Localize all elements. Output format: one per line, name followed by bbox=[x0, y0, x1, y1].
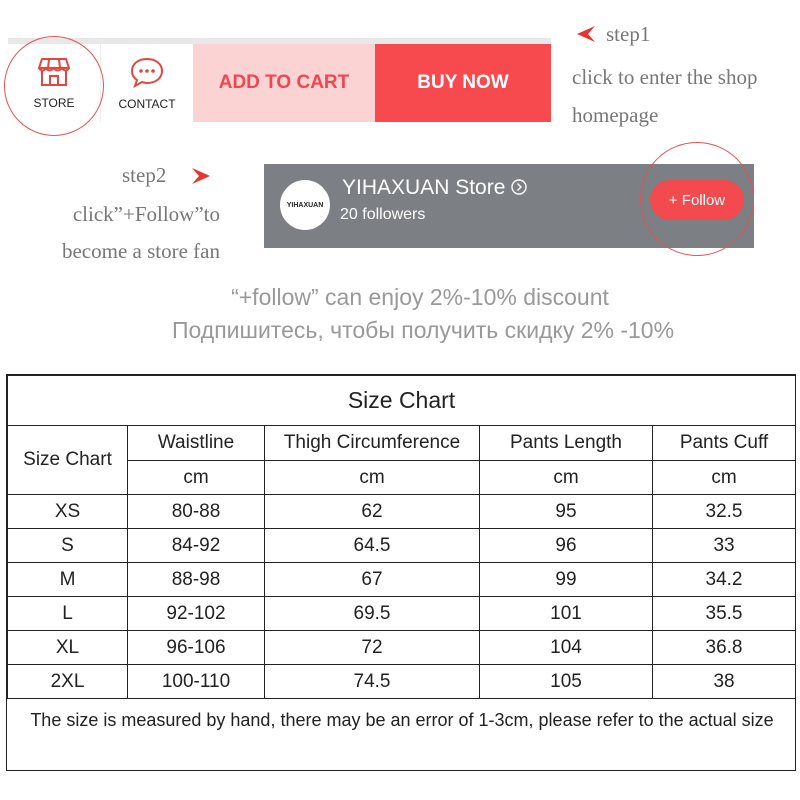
size-cell: M bbox=[8, 563, 128, 597]
waistline-cell: 84-92 bbox=[128, 529, 265, 563]
measurement-note: The size is measured by hand, there may be an error of 1-3cm, please refer to the actual size bbox=[30, 710, 774, 730]
length-cell: 101 bbox=[480, 597, 653, 631]
table-row bbox=[8, 495, 796, 529]
table-row bbox=[8, 563, 796, 597]
store-header-bar bbox=[264, 164, 754, 248]
contact-button[interactable] bbox=[100, 44, 193, 122]
contact-label: CONTACT bbox=[118, 96, 176, 111]
step1-description: click to enter the shop homepage bbox=[572, 65, 758, 127]
column-header: Pants Cuff bbox=[653, 426, 796, 461]
follower-count: 20 followers bbox=[340, 206, 426, 223]
unit-cell: cm bbox=[653, 461, 796, 495]
table-row bbox=[8, 597, 796, 631]
unit-cell: cm bbox=[128, 461, 265, 495]
size-cell: L bbox=[8, 597, 128, 631]
length-cell: 104 bbox=[480, 631, 653, 665]
length-cell: 96 bbox=[480, 529, 653, 563]
buy-now-button[interactable]: BUY NOW bbox=[375, 44, 551, 122]
column-header: Pants Length bbox=[480, 426, 653, 461]
chart-title: Size Chart bbox=[8, 376, 796, 426]
store-button[interactable] bbox=[8, 44, 100, 122]
size-cell: 2XL bbox=[8, 665, 128, 699]
size-chart bbox=[6, 374, 796, 771]
thigh-cell: 62 bbox=[265, 495, 480, 529]
waistline-cell: 96-106 bbox=[128, 631, 265, 665]
chat-icon bbox=[129, 56, 165, 93]
waistline-cell: 100-110 bbox=[128, 665, 265, 699]
chevron-right-icon bbox=[511, 176, 527, 199]
length-cell: 105 bbox=[480, 665, 653, 699]
size-cell: XS bbox=[8, 495, 128, 529]
waistline-cell: 80-88 bbox=[128, 495, 265, 529]
unit-cell: cm bbox=[265, 461, 480, 495]
unit-cell: cm bbox=[480, 461, 653, 495]
length-cell: 95 bbox=[480, 495, 653, 529]
step2-description: click”+Follow”to become a store fan bbox=[61, 202, 220, 263]
add-to-cart-button[interactable]: ADD TO CART bbox=[193, 44, 375, 122]
table-row bbox=[8, 529, 796, 563]
cuff-cell: 36.8 bbox=[653, 631, 796, 665]
thigh-cell: 69.5 bbox=[265, 597, 480, 631]
cuff-cell: 32.5 bbox=[653, 495, 796, 529]
thigh-cell: 67 bbox=[265, 563, 480, 597]
arrow-icon bbox=[575, 24, 597, 49]
thigh-cell: 74.5 bbox=[265, 665, 480, 699]
action-bar bbox=[8, 44, 551, 122]
table-row bbox=[8, 665, 796, 699]
cuff-cell: 34.2 bbox=[653, 563, 796, 597]
column-header: Thigh Circumference bbox=[265, 426, 480, 461]
cuff-cell: 35.5 bbox=[653, 597, 796, 631]
promo-text-english: “+follow” can enjoy 2%-10% discount bbox=[231, 284, 609, 310]
size-cell: XL bbox=[8, 631, 128, 665]
waistline-cell: 92-102 bbox=[128, 597, 265, 631]
cuff-cell: 33 bbox=[653, 529, 796, 563]
thigh-cell: 64.5 bbox=[265, 529, 480, 563]
length-cell: 99 bbox=[480, 563, 653, 597]
store-name-link[interactable] bbox=[342, 176, 527, 200]
size-table bbox=[7, 375, 796, 699]
thigh-cell: 72 bbox=[265, 631, 480, 665]
store-name: YIHAXUAN Store bbox=[342, 176, 506, 199]
store-logo: YIHAXUAN bbox=[280, 180, 330, 230]
follow-button[interactable]: + Follow bbox=[650, 180, 744, 220]
promo-text-russian: Подпишитесь, чтобы получить скидку 2% -10% bbox=[171, 317, 675, 343]
step1-title: step1 bbox=[606, 22, 651, 46]
waistline-cell: 88-98 bbox=[128, 563, 265, 597]
size-cell: S bbox=[8, 529, 128, 563]
store-label: STORE bbox=[33, 95, 75, 110]
arrow-icon bbox=[190, 166, 212, 191]
row-header: Size Chart bbox=[8, 426, 128, 495]
table-row bbox=[8, 631, 796, 665]
store-icon bbox=[38, 57, 70, 92]
column-header: Waistline bbox=[128, 426, 265, 461]
cuff-cell: 38 bbox=[653, 665, 796, 699]
step2-title: step2 bbox=[122, 163, 167, 187]
